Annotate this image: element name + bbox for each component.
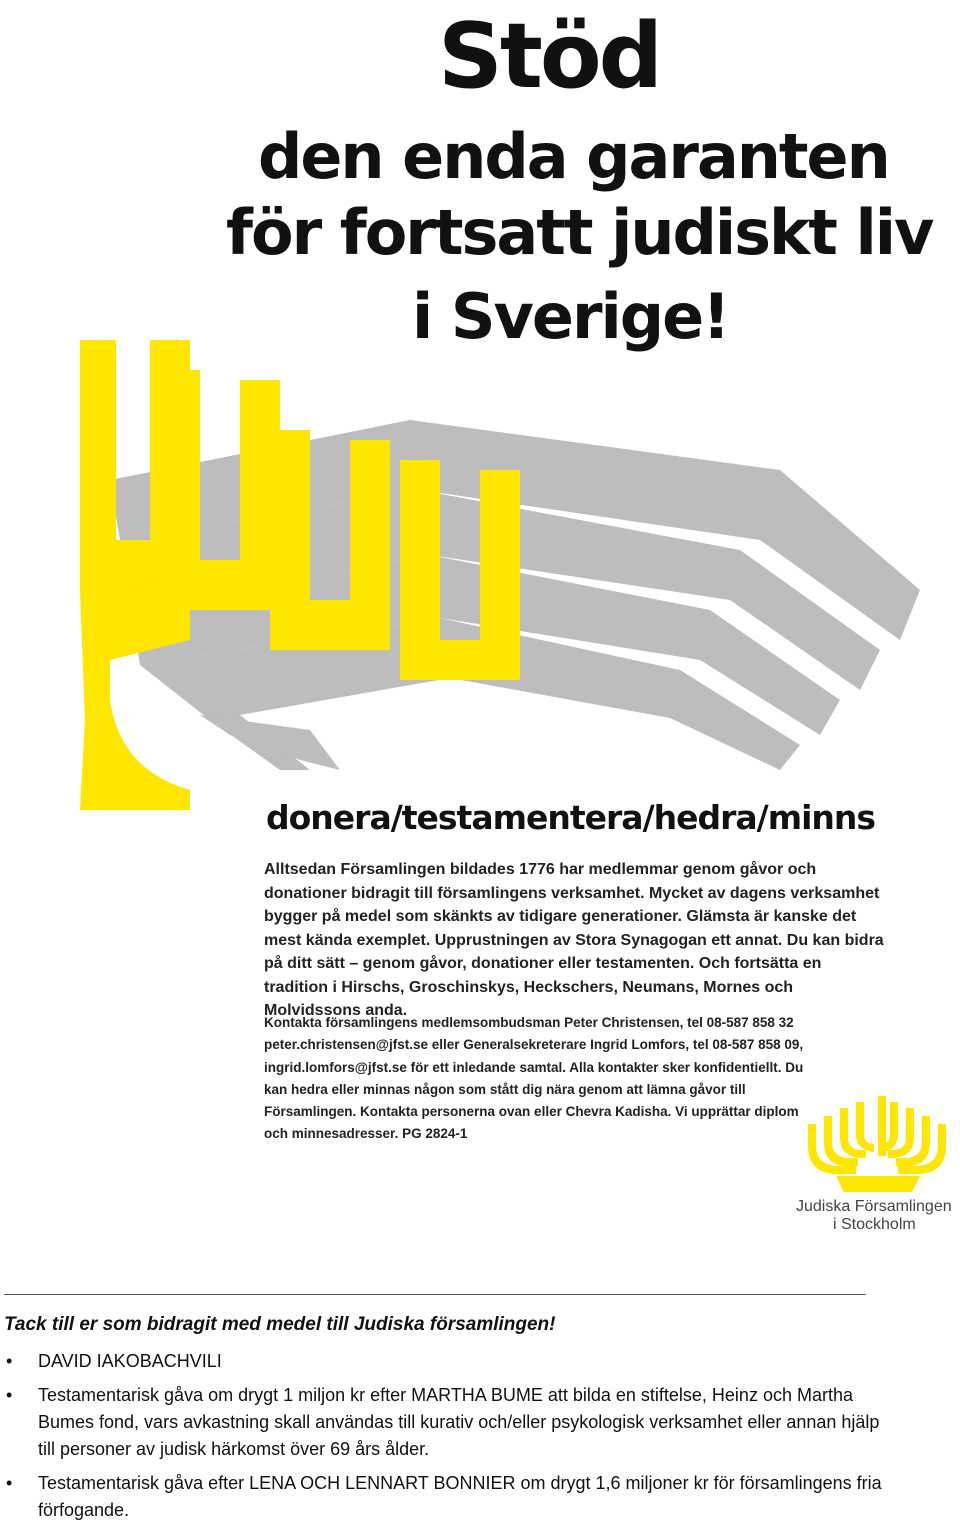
- list-item-text: DAVID IAKOBACHVILI: [38, 1351, 222, 1371]
- list-item: [0, 1470, 900, 1524]
- menorah-graphic: [80, 340, 940, 830]
- bullet: •: [6, 1473, 13, 1493]
- list-item-text: Testamentarisk gåva efter LENA OCH LENNART BONNIER om drygt 1,6 miljoner kr för församlingens fria förfogande.: [38, 1473, 882, 1520]
- divider: [4, 1294, 866, 1295]
- bullet: •: [6, 1385, 13, 1405]
- list-item: [0, 1382, 900, 1463]
- logo-line-1: Judiska Församlingen: [796, 1198, 952, 1215]
- thanks-heading: Tack till er som bidragit med medel till Judiska församlingen!: [4, 1314, 556, 1335]
- list-item-text: Testamentarisk gåva om drygt 1 miljon kr efter MARTHA BUME att bilda en stiftelse, Heinz och Martha Bumes fond, vars avkastning skall användas till kurativ och/eller psykologisk verksamhet eller annan hjälp till personer av judisk härkomst över 69 års ålder.: [38, 1385, 880, 1459]
- poster-paragraph-2: Kontakta församlingens medlemsombudsman Peter Christensen, tel 08-587 858 32 peter.christensen@jfst.se eller Generalsekreterare Ingrid Lomfors, tel 08-587 858 09, ingrid.lomfors@jfst.se för ett inledande samtal. Alla kontakter sker konfidentiellt. Du kan hedra eller minnas någon som stått dig nära genom att lämna gåvor till Församlingen. Kontakta personerna ovan eller Chevra Kadisha. Vi upprättar diplom och minnesadresser. PG 2824-1: [264, 1015, 804, 1142]
- logo-line-2: i Stockholm: [833, 1216, 916, 1233]
- bullet: •: [6, 1351, 13, 1371]
- poster-paragraph-1: Alltsedan Församlingen bildades 1776 har medlemmar genom gåvor och donationer bidragit till församlingens verksamhet. Mycket av dagens verksamhet bygger på medel som skänkts av tidigare generationer. Glämsta är kanske det mest kända exemplet. Upprustningen av Stora Synagogan ett annat. Du kan bidra på ditt sätt – genom gåvor, donationer eller testamenten. Och fortsätta en tradition i Hirschs, Groschinskys, Heckschers, Neumans, Mornes och Molvidssons anda.: [264, 861, 884, 1019]
- donation-list: [0, 1348, 900, 1531]
- headline-line-2: för fortsatt judiskt liv: [226, 196, 933, 269]
- headline-line-3: i Sverige!: [412, 280, 729, 353]
- headline-big: Stöd: [438, 4, 661, 109]
- headline-line-1: den enda garanten: [258, 120, 889, 193]
- list-item: [0, 1348, 900, 1375]
- poster-subhead: donera/testamentera/hedra/minns: [266, 798, 876, 837]
